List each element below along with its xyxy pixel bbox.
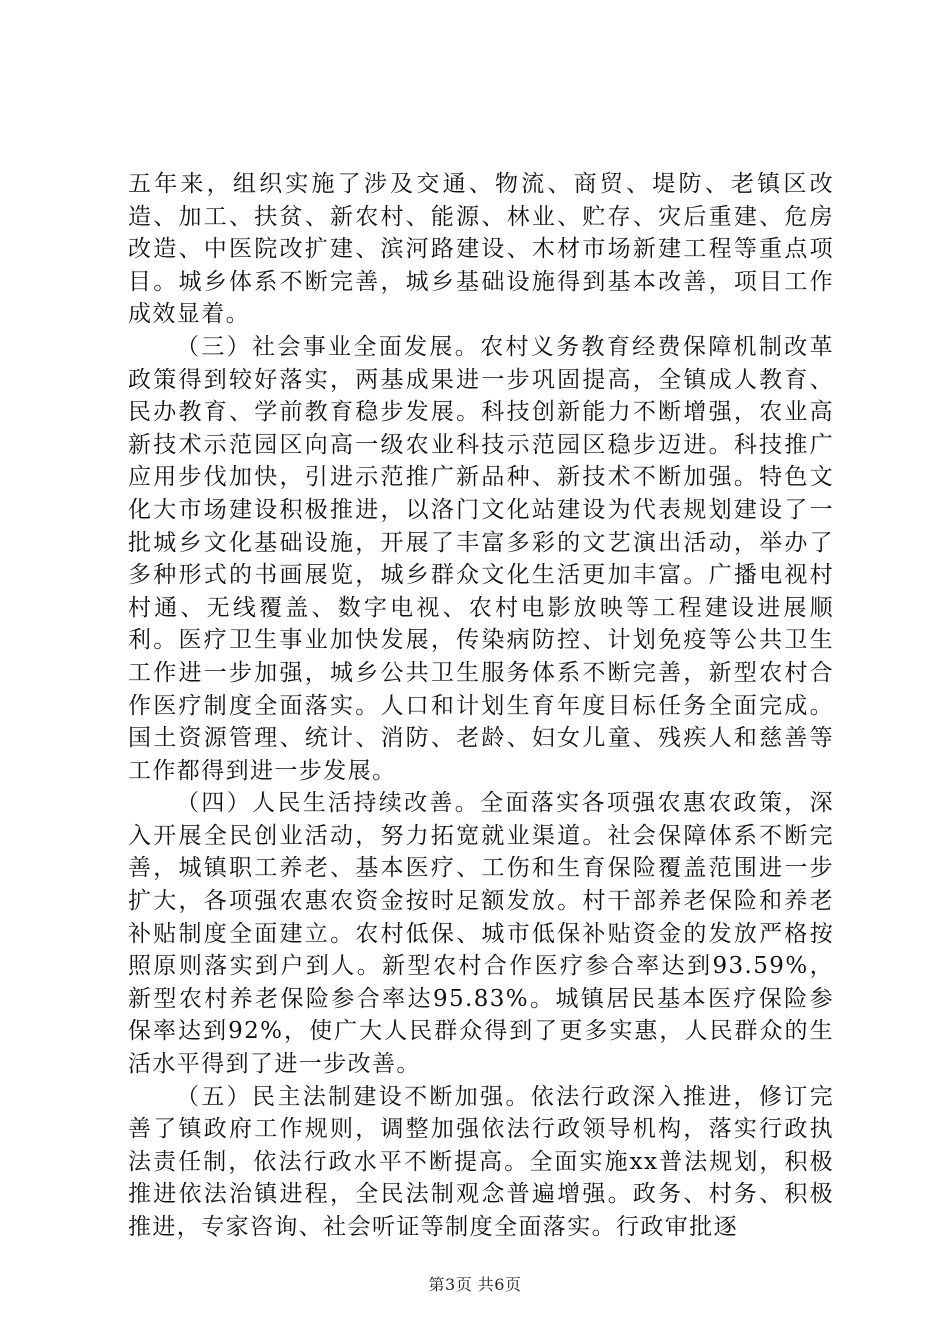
paragraph-project-summary: 五年来，组织实施了涉及交通、物流、商贸、堤防、老镇区改造、加工、扶贫、新农村、能源、林业、贮存、灾后重建、危房改造、中医院改扩建、滨河路建设、木材市场新建工程等重点项目。城乡体系不断完善，城乡基础设施得到基本改善，项目工作成效显着。 — [128, 171, 834, 328]
page-footer: 第3页 共6页 — [428, 1275, 522, 1294]
paragraph-living-standards: （四）人民生活持续改善。全面落实各项强农惠农政策，深入开展全民创业活动，努力拓宽就业渠道。社会保障体系不断完善，城镇职工养老、基本医疗、工伤和生育保险覆盖范围进一步扩大，各项强农惠农资金按时足额发放。村干部养老保险和养老补贴制度全面建立。农村低保、城市低保补贴资金的发放严格按照原则落实到户到人。新型农村合作医疗参合率达到93.59%，新型农村养老保险参合率达95.83%。城镇居民基本医疗保险参保率达到92%，使广大人民群众得到了更多实惠，人民群众的生活水平得到了进一步改善。 — [128, 790, 834, 1078]
paragraph-rule-of-law: （五）民主法制建设不断加强。依法行政深入推进，修订完善了镇政府工作规则，调整加强依法行政领导机构，落实行政执法责任制，依法行政水平不断提高。全面实施xx普法规划，积极推进依法治镇进程，全民法制观念普遍增强。政务、村务、积极推进，专家咨询、社会听证等制度全面落实。行政审批逐 — [128, 1083, 834, 1240]
document-body — [128, 168, 834, 1244]
paragraph-social-affairs: （三）社会事业全面发展。农村义务教育经费保障机制改革政策得到较好落实，两基成果进一步巩固提高，全镇成人教育、民办教育、学前教育稳步发展。科技创新能力不断增强，农业高新技术示范园区向高一级农业科技示范园区稳步迈进。科技推广应用步伐加快，引进示范推广新品种、新技术不断加强。特色文化大市场建设积极推进，以洛门文化站建设为代表规划建设了一批城乡文化基础设施，开展了丰富多彩的文艺演出活动，举办了多种形式的书画展览，城乡群众文化生活更加丰富。广播电视村村通、无线覆盖、数字电视、农村电影放映等工程建设进展顺利。医疗卫生事业加快发展，传染病防控、计划免疫等公共卫生工作进一步加强，城乡公共卫生服务体系不断完善，新型农村合作医疗制度全面落实。人口和计划生育年度目标任务全面完成。国土资源管理、统计、消防、老龄、妇女儿童、残疾人和慈善等工作都得到进一步发展。 — [128, 333, 834, 784]
